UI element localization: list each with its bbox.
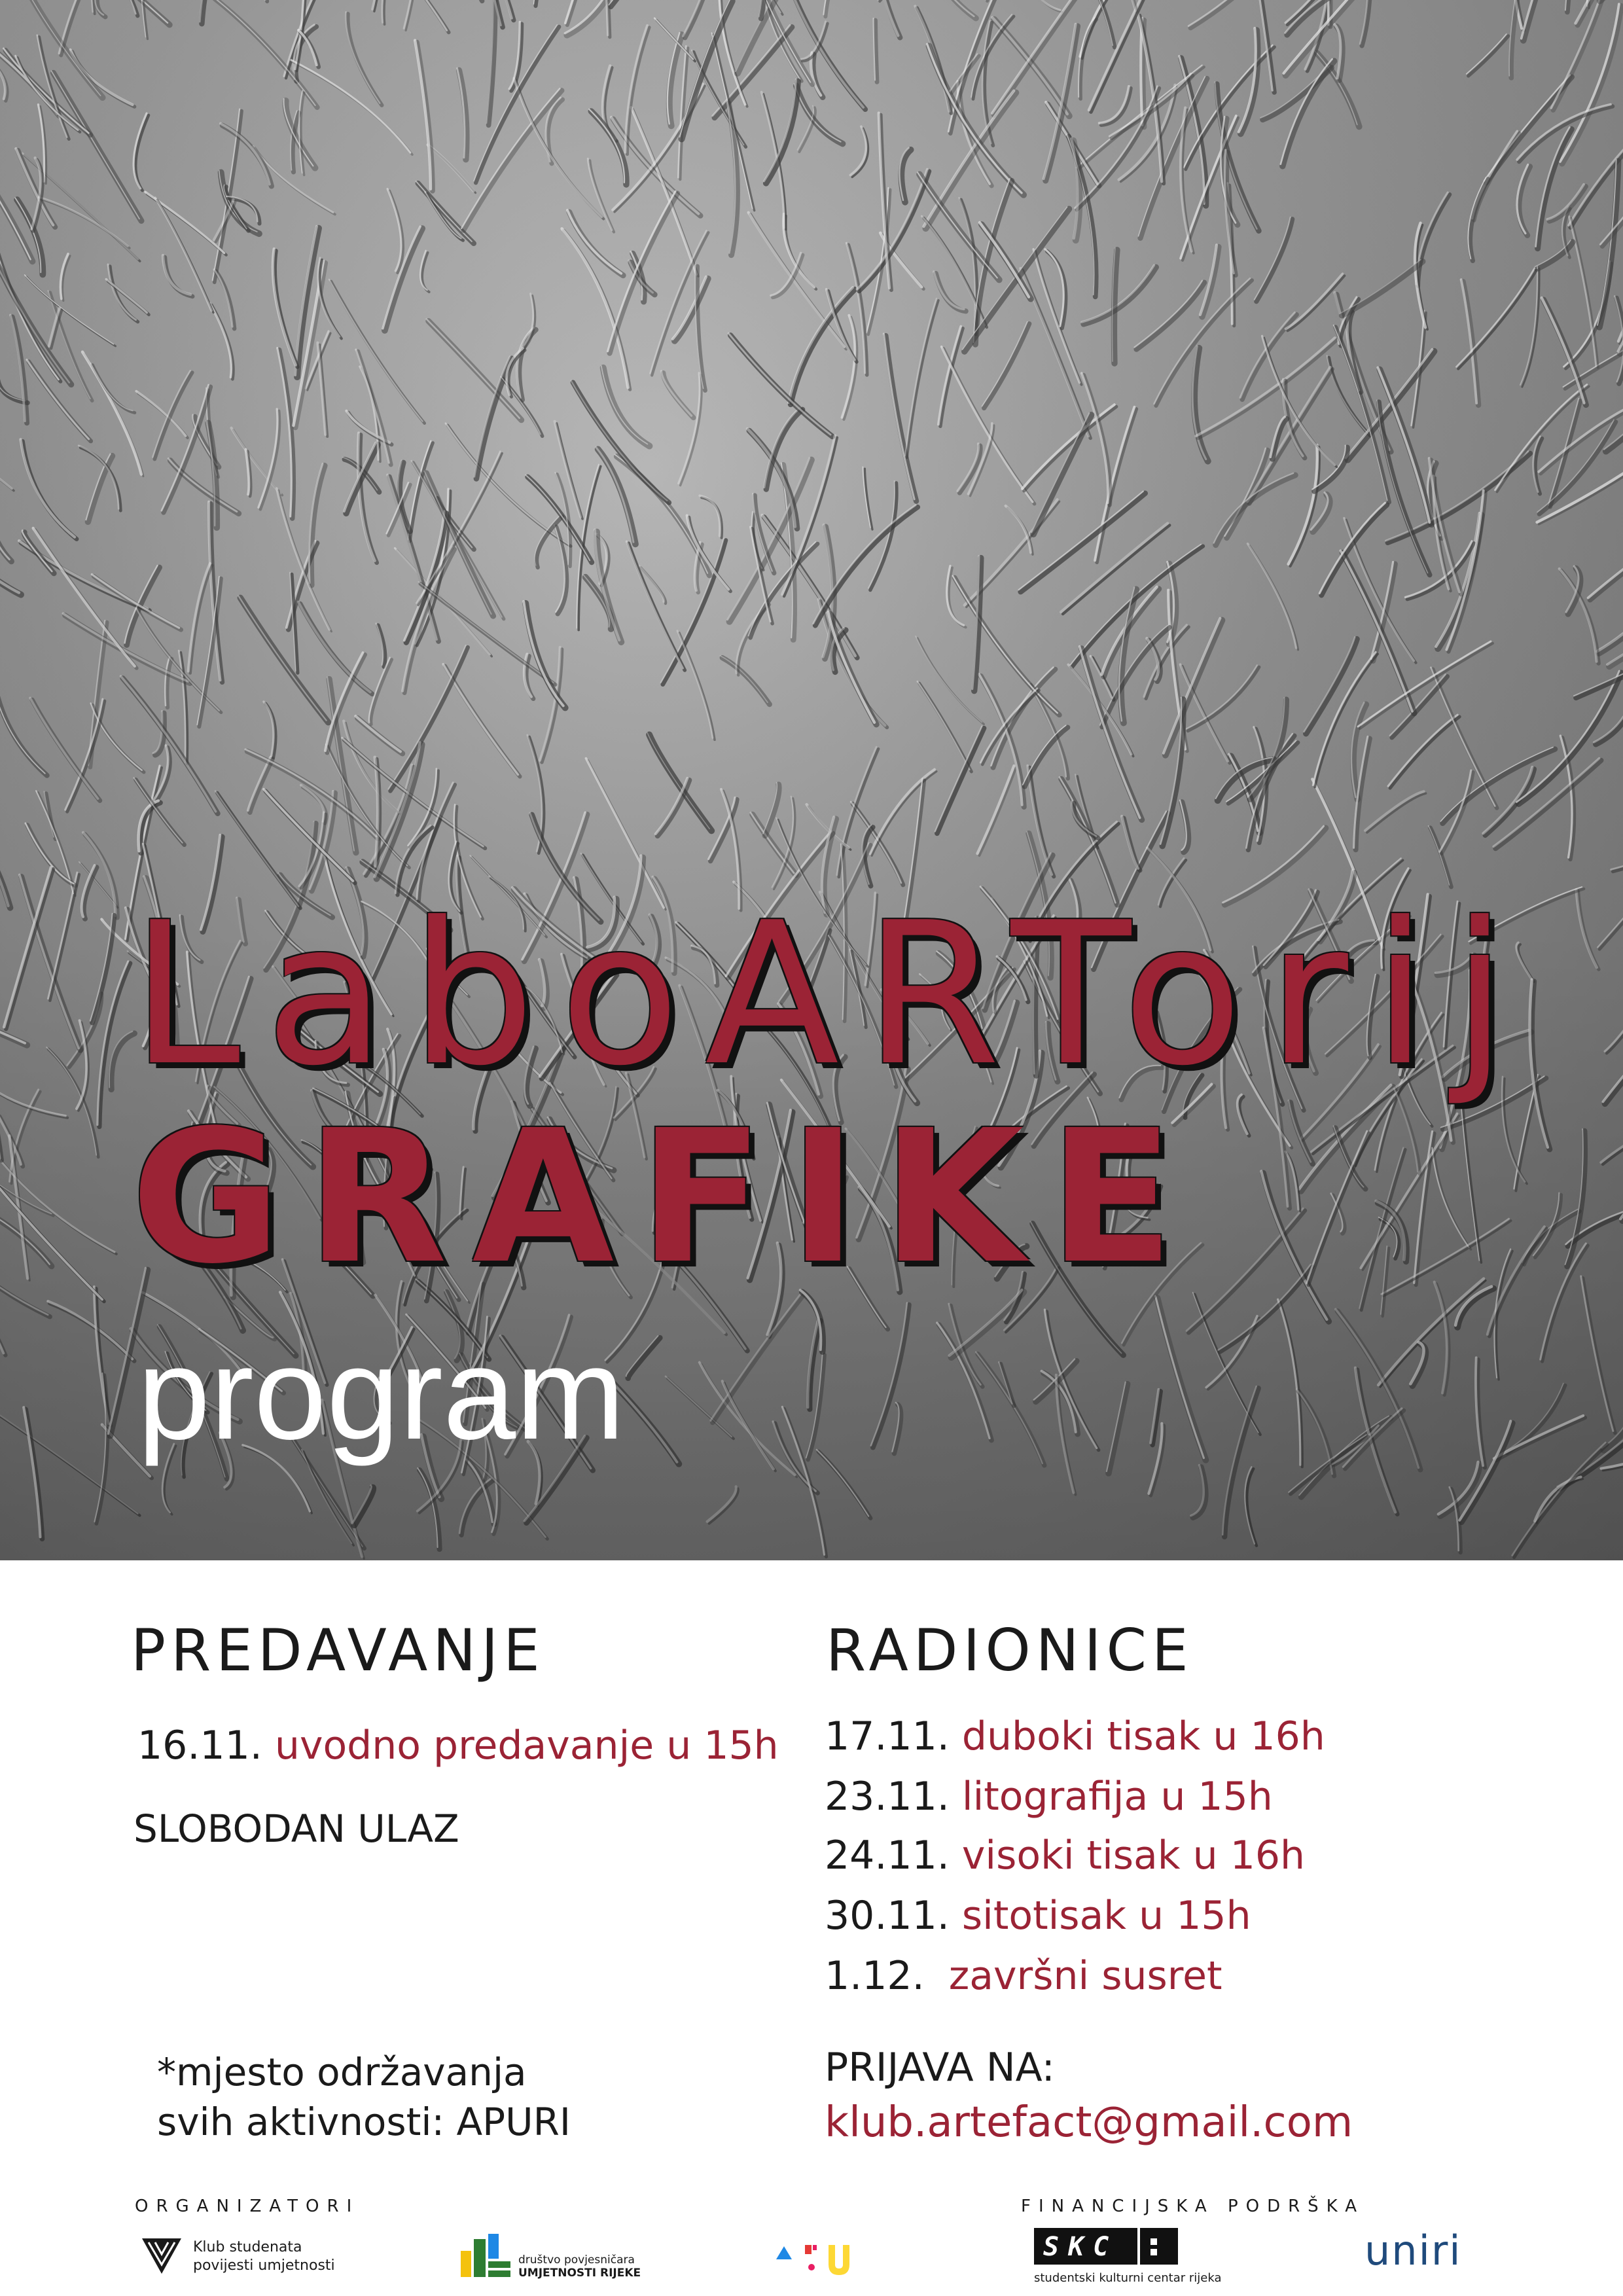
location-line1: *mjesto održavanja [157, 2050, 527, 2094]
workshop-date: 1.12. [825, 1953, 925, 1999]
apuri-mark-icon [772, 2240, 864, 2279]
organizers-label: ORGANIZATORI [135, 2197, 360, 2216]
klub-logo-line1: Klub studenata [193, 2239, 302, 2255]
uniri-logo [1364, 2227, 1495, 2276]
dpu-mark-icon [458, 2229, 513, 2284]
workshop-date: 17.11. [825, 1713, 950, 1759]
workshop-item [825, 1833, 1305, 1878]
workshop-date: 30.11. [825, 1893, 950, 1939]
klub-logo-line2: povijesti umjetnosti [193, 2257, 335, 2274]
workshop-event: duboki tisak u 16h [961, 1713, 1325, 1759]
skc-logo [1034, 2225, 1222, 2291]
workshops-heading: RADIONICE [826, 1617, 1194, 1684]
uniri-wordmark: uniri [1364, 2227, 1462, 2274]
workshop-item [825, 1893, 1251, 1939]
workshop-event: litografija u 15h [961, 1774, 1273, 1820]
lecture-event: uvodno predavanje u 15h [274, 1723, 779, 1768]
title-laboartorij: LaboARTorij [131, 880, 1532, 1109]
workshop-event: završni susret [948, 1953, 1222, 1999]
workshop-item [825, 1713, 1325, 1759]
triangle-shield-icon [141, 2236, 183, 2275]
workshop-item [825, 1774, 1273, 1820]
dpu-logo-line1: društvo povjesničara [518, 2253, 635, 2267]
workshop-date: 24.11. [825, 1833, 950, 1878]
workshop-event: visoki tisak u 16h [961, 1833, 1306, 1878]
apuri-logo [772, 2240, 864, 2279]
subtitle-program: program [137, 1321, 625, 1467]
registration-email[interactable]: klub.artefact@gmail.com [825, 2098, 1353, 2147]
skc-caption: studentski kulturni centar rijeka [1034, 2271, 1222, 2285]
dpu-logo-line2: UMJETNOSTI RIJEKE [518, 2267, 641, 2280]
funding-label: FINANCIJSKA PODRŠKA [1021, 2197, 1365, 2216]
workshop-item [825, 1953, 1222, 1999]
klub-studenata-logo [141, 2232, 337, 2284]
dpu-logo [458, 2229, 654, 2287]
location-line2: svih aktivnosti: APURI [157, 2100, 571, 2144]
workshop-event: sitotisak u 15h [961, 1893, 1251, 1939]
lecture-heading: PREDAVANJE [131, 1617, 545, 1684]
skc-letters: SKC [1043, 2232, 1118, 2262]
workshop-date: 23.11. [825, 1774, 950, 1820]
registration-label: PRIJAVA NA: [825, 2045, 1055, 2090]
lecture-date: 16.11. [137, 1723, 262, 1768]
title-grafike: GRAFIKE [131, 1091, 1199, 1304]
lecture-item [137, 1723, 779, 1768]
free-entry-note: SLOBODAN ULAZ [134, 1806, 459, 1851]
